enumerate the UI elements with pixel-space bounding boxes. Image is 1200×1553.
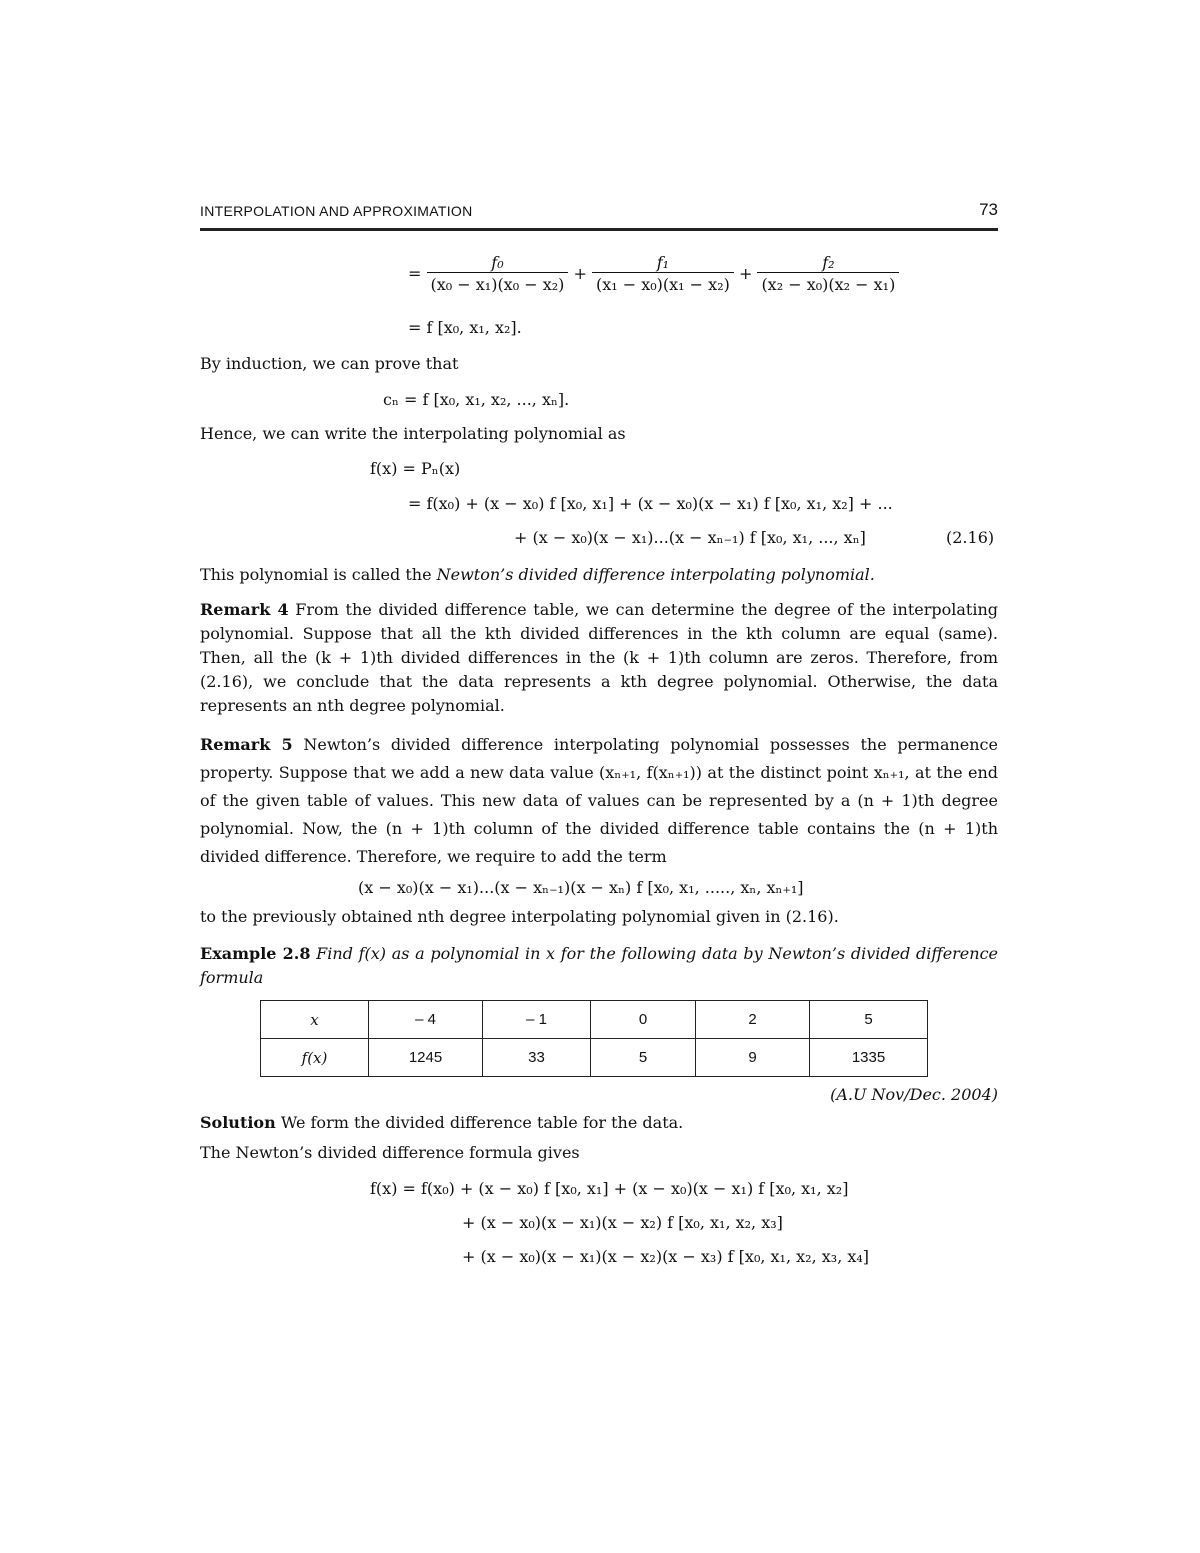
final-line-1: f(x) = f(x₀) + (x − x₀) f [x₀, x₁] + (x − x₀)(x − x₁) f [x₀, x₁, x₂] [370, 1179, 849, 1198]
data-table [260, 1000, 928, 1077]
table-cell: 1245 [369, 1039, 483, 1077]
page-number: 73 [979, 200, 998, 219]
denominator: (x₂ − x₀)(x₂ − x₁) [757, 272, 899, 294]
added-term: (x − x₀)(x − x₁)...(x − xₙ₋₁)(x − xₙ) f [x₀, x₁, ....., xₙ, xₙ₊₁] [358, 878, 804, 897]
table-cell: 9 [696, 1039, 810, 1077]
poly-line-2: = f(x₀) + (x − x₀) f [x₀, x₁] + (x − x₀)(x − x₁) f [x₀, x₁, x₂] + ... [408, 494, 893, 513]
source-citation: (A.U Nov/Dec. 2004) [830, 1085, 998, 1104]
table-cell: 0 [591, 1001, 696, 1039]
poly-line-1: f(x) = Pₙ(x) [370, 459, 461, 478]
remark-5 [200, 731, 998, 871]
remark-5-text: Newton’s divided difference interpolating polynomial possesses the permanence property. Suppose that we add a new data value (xₙ₊₁, f(xₙ₊₁)) at the distinct point xₙ₊₁, at the end of the given table of values. This new data of values can be represented by a (n + 1)th degree polynomial. Now, the (n + 1)th column of the divided difference table contains the (n + 1)th divided difference. Therefore, we require to add the term [200, 735, 998, 866]
to-previous-text: to the previously obtained nth degree interpolating polynomial given in (2.16). [200, 907, 839, 926]
remark-4-text: From the divided difference table, we can determine the degree of the interpolating polynomial. Suppose that all the kth divided differences in the kth column are equal (same). Then, all the (k + 1)th divided differences in the (k + 1)th column are zeros. Therefore, from (2.16), we conclude that the data represents a kth degree polynomial. Otherwise, the data represents an nth degree polynomial. [200, 600, 998, 715]
numerator: f₀ [491, 253, 504, 272]
denominator: (x₁ − x₀)(x₁ − x₂) [592, 272, 734, 294]
solution-label: Solution [200, 1113, 276, 1132]
table-cell: 5 [591, 1039, 696, 1077]
solution [200, 1111, 683, 1135]
table-cell: f(x) [261, 1039, 369, 1077]
table-row-fx [261, 1039, 928, 1077]
poly-line-3: + (x − x₀)(x − x₁)...(x − xₙ₋₁) f [x₀, x₁, ..., xₙ] [514, 528, 866, 547]
called-text [200, 563, 875, 587]
remark-5-label: Remark 5 [200, 735, 293, 754]
page-header [200, 200, 998, 231]
called-prefix: This polynomial is called the [200, 565, 437, 584]
numerator: f₂ [822, 253, 835, 272]
table-cell: 2 [696, 1001, 810, 1039]
cn-equation: cₙ = f [x₀, x₁, x₂, ..., xₙ]. [383, 390, 570, 409]
solution-text: We form the divided difference table for the data. [280, 1113, 684, 1132]
table-cell: 1335 [810, 1039, 928, 1077]
table-cell: – 4 [369, 1001, 483, 1039]
table-cell: – 1 [483, 1001, 591, 1039]
numerator: f₁ [656, 253, 670, 272]
table-row-x [261, 1001, 928, 1039]
example-2-8 [200, 942, 998, 990]
equation-number: (2.16) [946, 528, 995, 547]
fraction-f2 [757, 253, 899, 294]
final-line-3: + (x − x₀)(x − x₁)(x − x₂)(x − x₃) f [x₀, x₁, x₂, x₃, x₄] [462, 1247, 870, 1266]
remark-4-label: Remark 4 [200, 600, 289, 619]
fraction-f0 [427, 253, 569, 294]
table-cell: x [261, 1001, 369, 1039]
induction-text: By induction, we can prove that [200, 354, 459, 373]
denominator: (x₀ − x₁)(x₀ − x₂) [427, 272, 569, 294]
fraction-f1 [592, 253, 734, 294]
called-term: Newton’s divided difference interpolating polynomial. [436, 565, 875, 584]
fraction-result: = f [x₀, x₁, x₂]. [408, 318, 522, 337]
example-label: Example 2.8 [200, 944, 311, 963]
table-cell: 33 [483, 1039, 591, 1077]
fraction-equation: = $\frac{\text{f₀}}{\text{(x₀ − x₁)(x₀ − x₂)}}$ + $\frac{\text{f₁}}{\text{(x₁ − x₀)(x₁ − x₂)}}$ + $\frac{\text{f₂}}{\text{(x₂ − x₀)(x₂ − x₁)}}$ [408, 253, 899, 294]
example-text: Find f(x) as a polynomial in x for the following data by Newton’s divided difference formula [200, 944, 999, 987]
hence-text: Hence, we can write the interpolating polynomial as [200, 424, 626, 443]
table-cell: 5 [810, 1001, 928, 1039]
final-line-2: + (x − x₀)(x − x₁)(x − x₂) f [x₀, x₁, x₂, x₃] [462, 1213, 783, 1232]
remark-4 [200, 598, 998, 718]
formula-text: The Newton’s divided difference formula gives [200, 1143, 580, 1162]
running-head: INTERPOLATION AND APPROXIMATION [200, 203, 473, 219]
